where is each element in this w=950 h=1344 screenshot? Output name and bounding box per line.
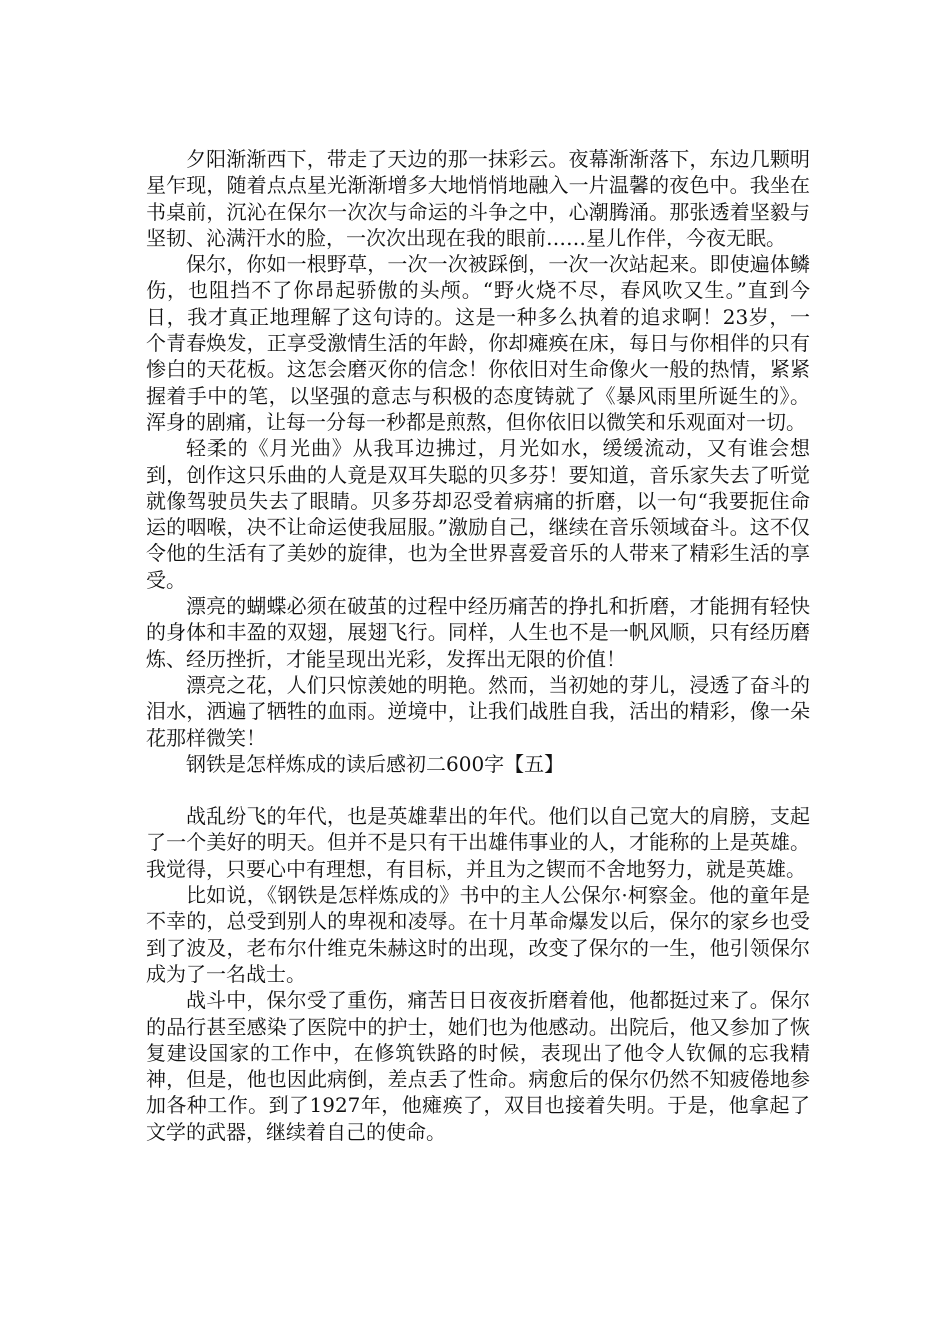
paragraph-moonlight-sonata: 轻柔的《月光曲》从我耳边拂过，月光如水，缓缓流动，又有谁会想到，创作这只乐曲的人竟是双耳失聪的贝多芬！要知道，音乐家失去了听觉就像驾驶员失去了眼睛。贝多芬却忍受着病痛的折磨，以一句“我要扼住命运的咽喉，决不让命运使我屈服。”激励自己，继续在音乐领域奋斗。这不仅令他的生活有了美妙的旋律，也为全世界喜爱音乐的人带来了精彩生活的享受。 [146,436,810,592]
paragraph-paul-korchagin: 比如说，《钢铁是怎样炼成的》书中的主人公保尔·柯察金。他的童年是不幸的，总受到别人的卑视和凌辱。在十月革命爆发以后，保尔的家乡也受到了波及，老布尔什维克朱赫这时的出现，改变了保尔的一生，他引领保尔成为了一名战士。 [146,883,810,986]
paragraph-battle: 战斗中，保尔受了重伤，痛苦日日夜夜折磨着他，他都挺过来了。保尔的品行甚至感染了医院中的护士，她们也为他感动。出院后，他又参加了恢复建设国家的工作中，在修筑铁路的时候，表现出了他令人钦佩的忘我精神，但是，他也因此病倒，差点丢了性命。病愈后的保尔仍然不知疲倦地参加各种工作。到了1927年，他瘫痪了，双目也接着失明。于是，他拿起了文学的武器，继续着自己的使命。 [146,988,810,1144]
section-heading: 钢铁是怎样炼成的读后感初二600字【五】 [186,751,565,776]
paragraph-dusk: 夕阳渐渐西下，带走了天边的那一抹彩云。夜幕渐渐落下，东边几颗明星乍现，随着点点星光渐渐增多大地悄悄地融入一片温馨的夜色中。我坐在书桌前，沉沁在保尔一次次与命运的斗争之中，心潮腾涌。那张透着坚毅与坚韧、沁满汗水的脸，一次次出现在我的眼前……星儿作伴，今夜无眠。 [146,147,810,250]
document-page [146,146,810,1145]
paragraph-butterfly: 漂亮的蝴蝶必须在破茧的过程中经历痛苦的挣扎和折磨，才能拥有轻快的身体和丰盈的双翅，展翅飞行。同样，人生也不是一帆风顺，只有经历磨炼、经历挫折，才能呈现出光彩，发挥出无限的价值！ [146,594,810,671]
paragraph-paul-wild-grass: 保尔，你如一根野草，一次一次被踩倒，一次一次站起来。即使遍体鳞伤，也阻挡不了你昂起骄傲的头颅。“野火烧不尽，春风吹又生。”直到今日，我才真正地理解了这句诗的。这是一种多么执着的追求啊！23岁，一个青春焕发，正享受激情生活的年龄，你却瘫痪在床，每日与你相伴的只有惨白的天花板。这怎会磨灭你的信念！你依旧对生命像火一般的热情，紧紧握着手中的笔，以坚强的意志与积极的态度铸就了《暴风雨里所诞生的》。浑身的剧痛，让每一分每一秒都是煎熬，但你依旧以微笑和乐观面对一切。 [146,252,810,434]
paragraph-heroes: 战乱纷飞的年代，也是英雄辈出的年代。他们以自己宽大的肩膀，支起了一个美好的明天。但并不是只有干出雄伟事业的人，才能称的上是英雄。我觉得，只要心中有理想，有目标，并且为之锲而不舍地努力，就是英雄。 [146,804,810,881]
paragraph-flower: 漂亮之花，人们只惊羡她的明艳。然而，当初她的芽儿，浸透了奋斗的泪水，洒遍了牺牲的血雨。逆境中，让我们战胜自我，活出的精彩，像一朵花那样微笑！ [146,672,810,750]
blank-line [146,777,810,803]
